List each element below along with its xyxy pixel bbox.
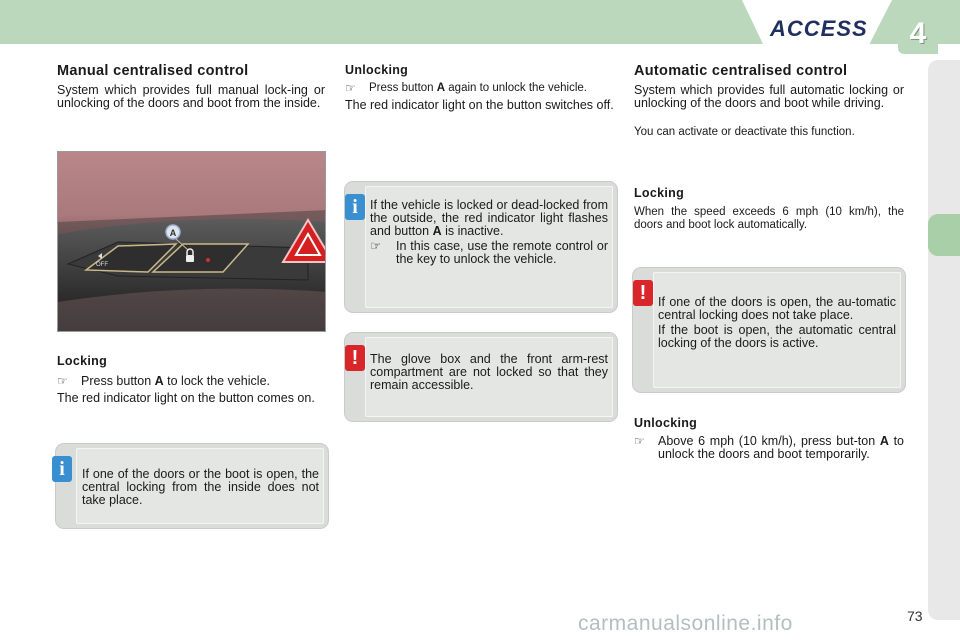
manual-locking-text: The red indicator light on the button comes on. xyxy=(57,391,315,405)
page-number: 73 xyxy=(907,608,923,624)
off-label: OFF xyxy=(96,262,108,268)
automatic-control-heading: Automatic centralised control xyxy=(634,63,848,79)
info-icon: i xyxy=(345,194,365,220)
pointing-hand-icon: ☞ xyxy=(370,239,382,253)
automatic-control-intro: System which provides full automatic locking or unlocking of the doors and boot while driving. xyxy=(634,83,904,110)
dashboard-illustration xyxy=(58,152,326,332)
manual-unlocking-text: The red indicator light on the button switches off. xyxy=(345,98,614,112)
pointing-hand-icon: ☞ xyxy=(57,374,68,388)
side-index-strip xyxy=(928,60,960,620)
automatic-locking-text: When the speed exceeds 6 mph (10 km/h), the doors and boot lock automatically. xyxy=(634,206,904,231)
manual-control-intro: System which provides full manual lock-ing or unlocking of the doors and boot from the inside. xyxy=(57,83,325,110)
info-icon: i xyxy=(52,456,72,482)
warning-icon: ! xyxy=(345,345,365,371)
button-a-callout: A xyxy=(169,228,177,238)
manual-control-heading: Manual centralised control xyxy=(57,63,249,79)
automatic-control-activation: You can activate or deactivate this function. xyxy=(634,126,855,138)
chapter-title: ACCESS xyxy=(770,16,868,41)
side-index-marker xyxy=(928,214,960,256)
warning-note-automatic: If one of the doors is open, the au-tomatic central locking does not take place. If the boot is open, the automatic central locking of the doors is active. xyxy=(633,268,905,392)
automatic-unlocking-heading: Unlocking xyxy=(634,416,698,430)
manual-unlocking-bullet: ☞ Press button A again to unlock the vehicle. xyxy=(345,81,588,95)
pointing-hand-icon: ☞ xyxy=(634,434,645,448)
chapter-number-tab: 4 xyxy=(898,14,938,54)
automatic-unlocking-bullet: ☞ Above 6 mph (10 km/h), press but-ton A to unlock the doors and boot temporarily. xyxy=(634,434,904,461)
manual-locking-heading: Locking xyxy=(57,354,108,368)
info-note-deadlocked: If the vehicle is locked or dead-locked from the outside, the red indicator light flashes and button A is inactive. ☞ In this case, use the remote control or the key to unlock the vehicle. xyxy=(345,182,617,312)
info-note-doors-open: If one of the doors or the boot is open, the central locking from the inside does not take place. xyxy=(56,444,328,528)
pointing-hand-icon: ☞ xyxy=(345,81,356,95)
automatic-locking-heading: Locking xyxy=(634,186,685,200)
watermark: carmanualsonline.info xyxy=(578,612,793,635)
warning-note-glove-box: The glove box and the front arm-rest compartment are not locked so that they remain accessible. xyxy=(345,333,617,421)
manual-unlocking-heading: Unlocking xyxy=(345,63,409,77)
manual-locking-bullet: ☞ Press button A to lock the vehicle. xyxy=(57,374,270,388)
door-lock-button-photo xyxy=(57,151,326,332)
warning-icon: ! xyxy=(633,280,653,306)
